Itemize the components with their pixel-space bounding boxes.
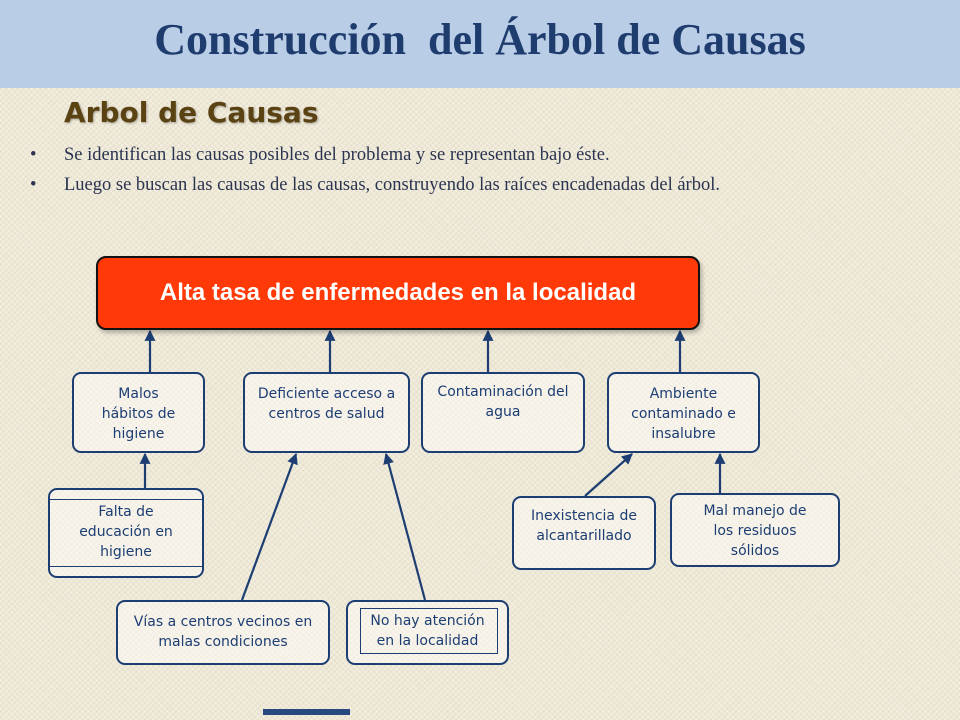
- cause-malos-habitos: [72, 372, 205, 453]
- box-rule: [50, 499, 202, 500]
- bullet-text: Se identifican las causas posibles del problema y se representan bajo éste.: [64, 145, 610, 165]
- subcause-text: Falta de educación en higiene: [79, 504, 173, 560]
- bullet-icon: •: [30, 145, 37, 165]
- arrow-vias-to-deficiente: [242, 454, 296, 600]
- subcause-vias-centros: [116, 600, 330, 665]
- bullet-text: Luego se buscan las causas de las causas, construyendo las raíces encadenadas del árbol.: [64, 175, 720, 195]
- subcause-no-atencion: [346, 600, 509, 665]
- cause-ambiente-contaminado: [607, 372, 760, 453]
- cause-text: Deficiente acceso a centros de salud: [257, 386, 396, 422]
- subcause-inexistencia-alcantarillado: [512, 496, 656, 570]
- box-rule: [50, 566, 202, 567]
- section-subtitle: Arbol de Causas: [64, 96, 319, 129]
- cause-text: Malos hábitos de higiene: [101, 386, 176, 442]
- subcause-text: No hay atención en la localidad: [370, 613, 485, 649]
- subcause-text: Mal manejo de los residuos sólidos: [703, 503, 807, 559]
- footer-bar: [263, 709, 350, 715]
- cause-text: Ambiente contaminado e insalubre: [631, 386, 736, 442]
- subcause-falta-educacion: [48, 488, 204, 578]
- cause-text: Contaminación del agua: [437, 384, 569, 420]
- arrow-noatencion-to-deficiente: [386, 454, 425, 600]
- subcause-mal-manejo: [670, 493, 840, 567]
- cause-deficiente-acceso: [243, 372, 410, 453]
- problem-box: [96, 256, 700, 330]
- subcause-text: Vías a centros vecinos en malas condiciones: [133, 614, 313, 650]
- bullet-icon: •: [30, 175, 37, 195]
- cause-contaminacion-agua: [421, 372, 585, 453]
- subcause-text: Inexistencia de alcantarillado: [531, 508, 637, 544]
- problem-text: Alta tasa de enfermedades en la localidad: [159, 279, 637, 306]
- arrow-inexistencia-to-ambiente: [585, 454, 632, 496]
- slide-title: Construcción del Árbol de Causas: [154, 15, 806, 64]
